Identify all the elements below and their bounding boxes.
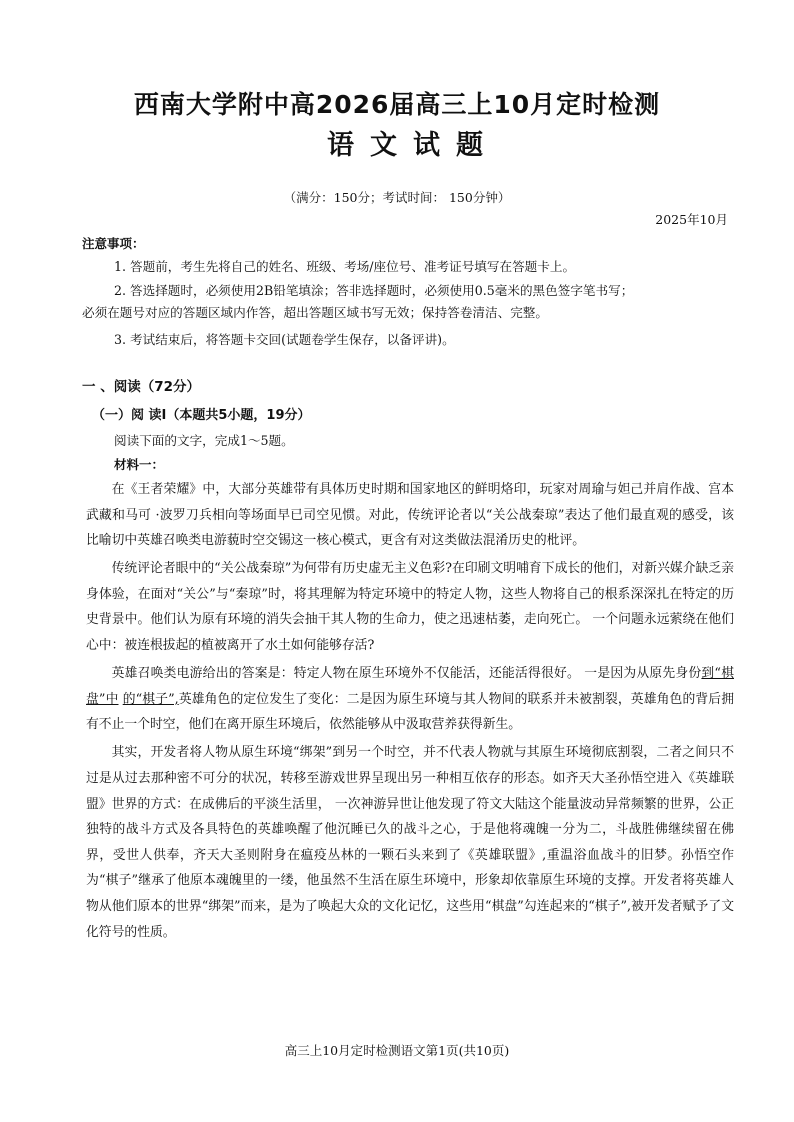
exam-subtitle: 语文试题	[327, 130, 499, 161]
article-paragraph-3	[86, 661, 734, 738]
exam-date: 2025年10月	[655, 212, 728, 227]
paragraph-3-part-c: 英雄角色的定位发生了变化：二是因为原生环境与其人物间的联系并未被割裂，英雄角色的背后拥有不止一个时空，他们在离开原生环境后，依然能够从中汲取营养获得新生。	[86, 691, 735, 733]
article-body	[86, 477, 734, 948]
article-paragraph-2: 传统评论者眼中的“关公战秦琼”为何带有历史虚无主义色彩?在印刷文明哺育下成长的他们，对新兴媒介缺乏亲身体验，在面对“关公”与“秦琼”时，将其理解为特定环境中的特定人物，这些人物将自己的根系深深扎在特定的历史背景中。他们认为原有环境的消失会抽干其人物的生命力，使之迅速枯萎，走向死亡。 一个问题永远萦绕在他们心中：被连根拔起的植被离开了水土如何能够存活?	[86, 561, 734, 654]
exam-title: 西南大学附中高2026届高三上10月定时检测	[133, 90, 661, 119]
sub-section-heading: （一）阅 读I（本题共5小题，19分）	[92, 408, 311, 423]
article-paragraph-1: 在《王者荣耀》中，大部分英雄带有具体历史时期和国家地区的鲜明烙印，玩家对周瑜与妲己并肩作战、宫本武藏和马可 ·波罗刀兵相向等场面早已司空见惯。对此，传统评论者以“关公战秦琼”表达了他们最直观的感受，该比喻切中英雄召唤类电游藐时空交锡这一核心模式，更含有对这类做法混淆历史的枇评。	[86, 482, 734, 549]
instruction: 阅读下面的文字，完成1～5题。	[114, 433, 294, 448]
underlined-phrase-2: 的“棋子”,	[122, 691, 179, 707]
notice-item-3: 3. 考试结束后，将答题卡交回(试题卷学生保存，以备评讲)。	[114, 332, 455, 347]
article-paragraph-4: 其实，开发者将人物从原生环境“绑架”到另一个时空，并不代表人物就与其原生环境彻底割裂，二者之间只不过是从过去那种密不可分的状况，转移至游戏世界呈现出另一种相互依存的形态。如齐天大圣孙悟空进入《英雄联盟》世界的方式：在成佛后的平淡生活里， 一次神游异世让他发现了符文大陆这个能量波动异常频繁的世界，公正独特的战斗方式及各具特色的英雄唤醒了他沉睡已久的战斗之心，于是他将魂魄一分为二，斗战胜佛继续留在佛界，受世人供奉，齐天大圣则附身在瘟疫丛林的一颗石头来到了《英雄联盟》,重温浴血战斗的旧梦。孙悟空作为“棋子”继承了他原本魂魄里的一缕，他虽然不生活在原生环境中，形象却依靠原生环境的支撑。开发者将英雄人物从他们原本的世界“绑架”而来，是为了唤起大众的文化记忆，这些用“棋盘”勾连起来的“棋子”,被开发者赋予了文化符号的性质。	[86, 745, 734, 940]
notice-item-1: 1. 答题前，考生先将自己的姓名、班级、考场/座位号、准考证号填写在答题卡上。	[114, 259, 576, 274]
page-footer: 高三上10月定时检测语文第1页(共10页)	[284, 1043, 510, 1058]
material-label: 材料一：	[114, 457, 165, 472]
underlined-phrase-1: 到“棋盘”中	[86, 666, 734, 707]
notice-heading: 注意事项：	[82, 236, 145, 251]
notice-item-2-line-1: 2. 答选择题时，必须使用2B铅笔填涂；答非选择题时，必须使用0.5毫米的黑色签字笔书写；	[114, 283, 634, 298]
paragraph-3-part-a: 英雄召唤类电游给出的答案是：特定人物在原生环境外不仅能活，还能活得很好。 一是因为从原先身份	[111, 666, 702, 682]
section-heading: 一 、阅读（72分）	[82, 379, 200, 395]
notice-item-2-line-2: 必须在题号对应的答题区域内作答，超出答题区域书写无效；保持答卷清洁、完整。	[82, 305, 548, 320]
exam-meta: （满分：150分；考试时间： 150分钟）	[283, 190, 511, 205]
